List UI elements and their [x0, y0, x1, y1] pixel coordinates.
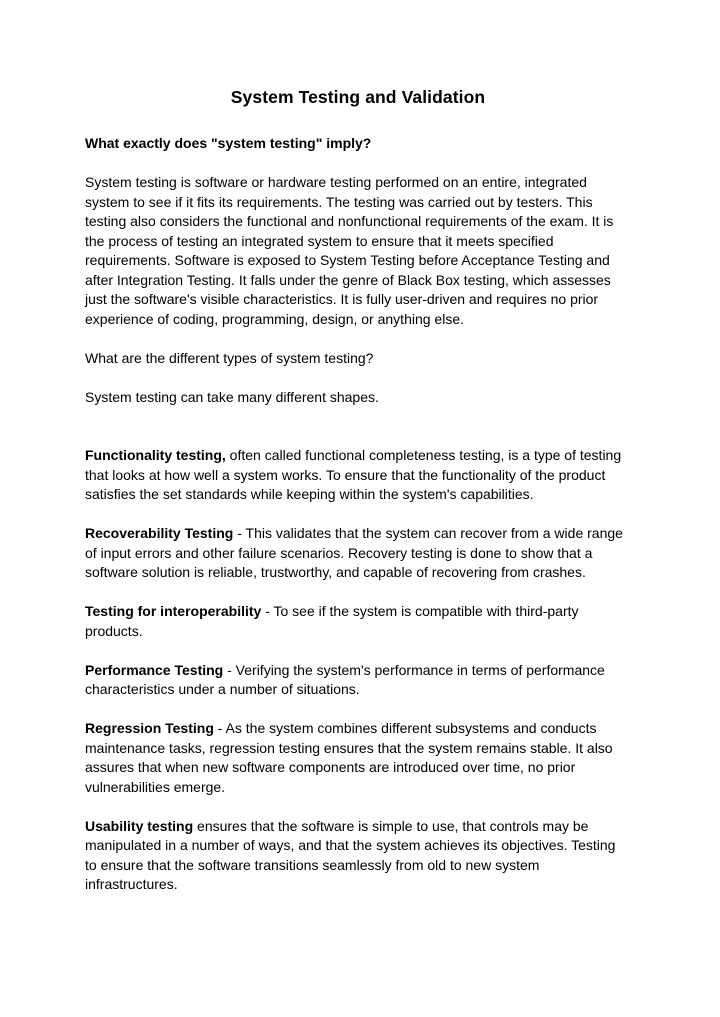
- page-title: System Testing and Validation: [230, 87, 486, 107]
- type-lead-regression-testing: Regression Testing: [85, 720, 214, 736]
- type-body-interoperability-testing: - To see if the system is compatible with third-party products.: [85, 603, 579, 639]
- type-lead-performance-testing: Performance Testing: [85, 661, 224, 678]
- document-content: [85, 86, 631, 895]
- type-lead-functionality-testing: Functionality testing,: [85, 447, 226, 463]
- type-lead-interoperability-testing: Testing for interoperability: [85, 603, 262, 619]
- type-entry-usability-testing: [85, 817, 631, 895]
- type-entry-interoperability-testing: [85, 602, 631, 641]
- type-body-recoverability-testing: - This validates that the system can recover from a wide range of input errors and other failure scenarios. Recovery testing is done to show that a software solution is reliable, trustworthy, and capable of recovering from crashes.: [85, 525, 623, 580]
- section-heading-definition: What exactly does "system testing" imply?: [85, 135, 372, 151]
- type-lead-usability-testing: Usability testing: [85, 817, 194, 834]
- type-body-performance-testing: - Verifying the system's performance in terms of performance characteristics under a number of situations.: [85, 661, 605, 697]
- paragraph-shapes: System testing can take many different shapes.: [85, 388, 379, 405]
- type-entry-recoverability-testing: [85, 524, 631, 583]
- type-entry-regression-testing: [85, 719, 631, 797]
- type-lead-recoverability-testing: Recoverability Testing: [85, 525, 234, 541]
- type-body-functionality-testing: often called functional completeness testing, is a type of testing that looks at how well a system works. To ensure that the functionality of the product satisfies the set standards while keeping within the system's capabilities.: [85, 447, 622, 502]
- paragraph-system-testing-definition: System testing is software or hardware testing performed on an entire, integrated system to see if it fits its requirements. The testing was carried out by testers. This testing also considers the functional and nonfunctional requirements of the exam. It is the process of testing an integrated system to ensure that it meets specified requirements. Software is exposed to System Testing before Acceptance Testing and after Integration Testing. It falls under the genre of Black Box testing, which assesses just the software's visible characteristics. It is fully user-driven and requires no prior experience of coding, programming, design, or anything else.: [85, 174, 614, 327]
- type-body-regression-testing: - As the system combines different subsystems and conducts maintenance tasks, regression testing ensures that the system remains stable. It also assures that when new software components are introduced over time, no prior vulnerabilities emerge.: [85, 720, 613, 795]
- type-entry-performance-testing: [85, 661, 631, 700]
- type-body-usability-testing: ensures that the software is simple to use, that controls may be manipulated in a number of ways, and that the system achieves its objectives. Testing to ensure that the software transitions seamlessly from old to new system infrastructures.: [85, 817, 616, 892]
- question-types-of-system-testing: What are the different types of system testing?: [85, 349, 374, 366]
- type-entry-functionality-testing: [85, 446, 631, 505]
